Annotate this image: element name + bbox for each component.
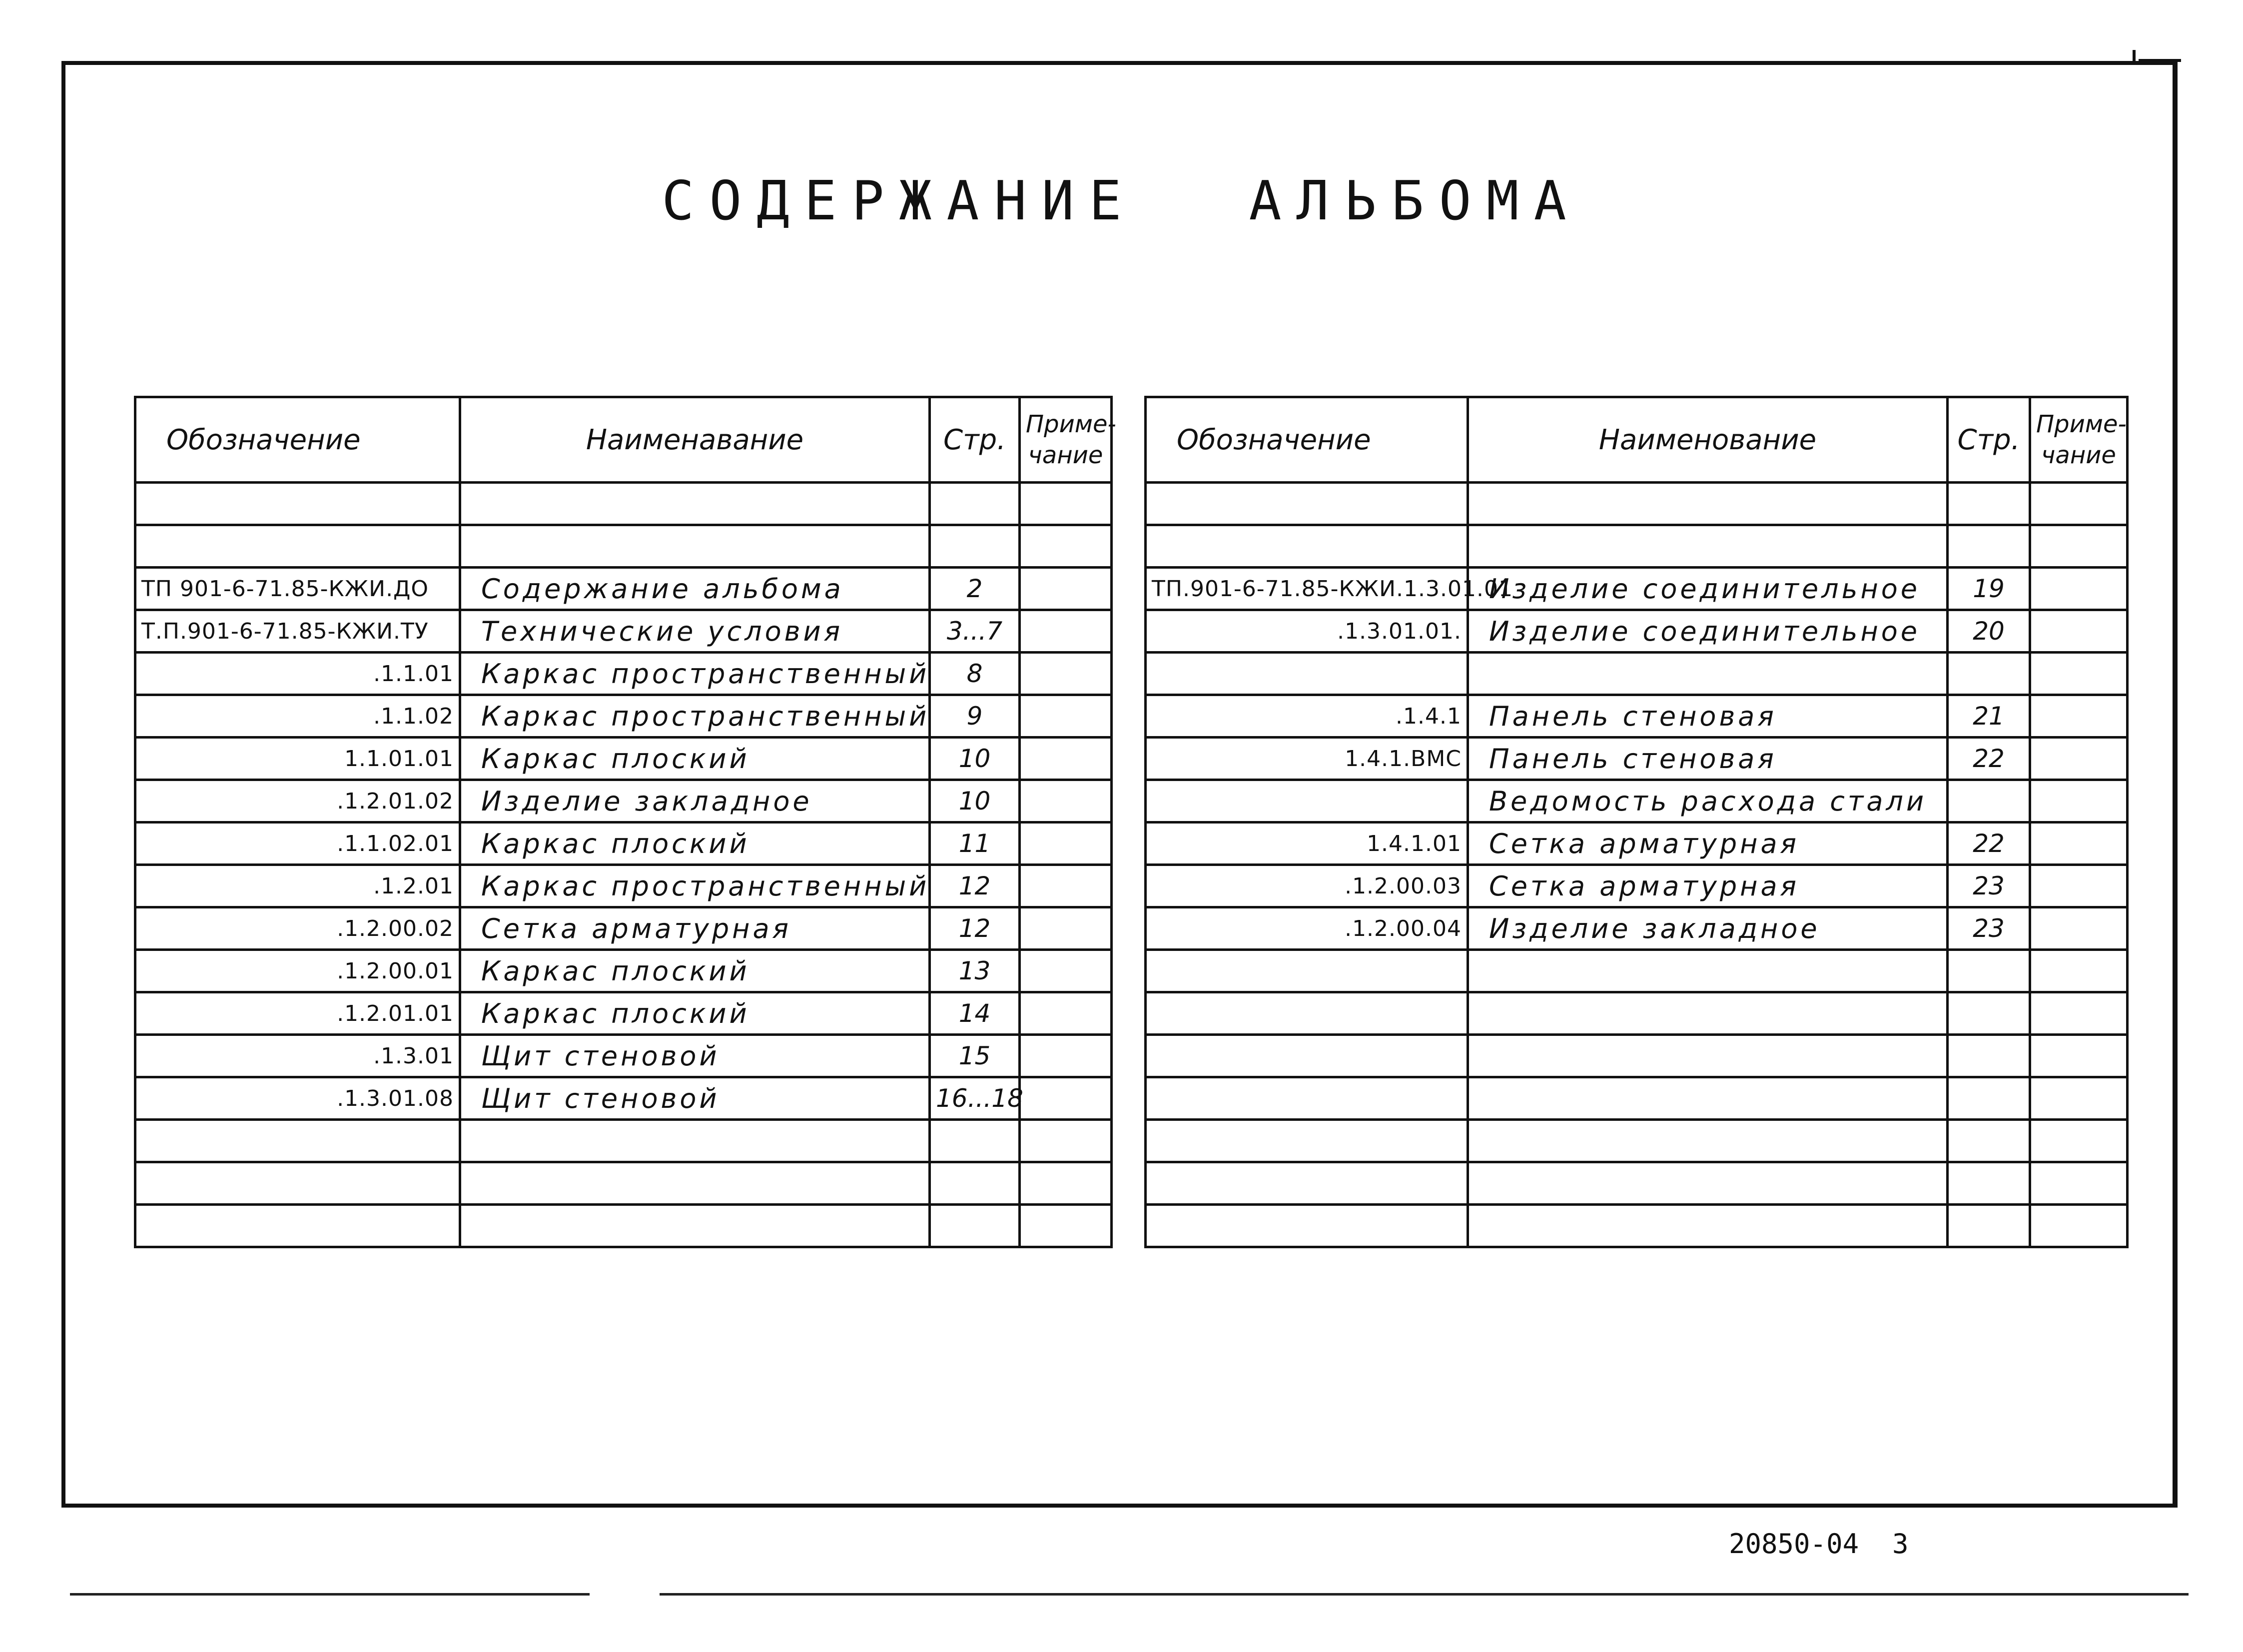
cell-name: Каркас плоский (460, 992, 930, 1035)
cell-note (2030, 738, 2128, 780)
cell-page: 12 (930, 865, 1020, 907)
cell-name: Ведомость расхода стали (1468, 780, 1948, 823)
cell-name: Щит стеновой (460, 1077, 930, 1120)
cell-page: 22 (1948, 738, 2030, 780)
cell-code (1146, 1162, 1468, 1205)
table-row (135, 1035, 1112, 1077)
trim-line (70, 1593, 590, 1596)
cell-note (2030, 653, 2128, 695)
cell-note (2030, 907, 2128, 950)
cell-note (2030, 950, 2128, 992)
cell-code (1146, 653, 1468, 695)
cell-name (1468, 525, 1948, 568)
contents-table-left (134, 396, 1116, 1248)
table-row (1146, 695, 2128, 738)
cell-name: Изделие закладное (1468, 907, 1948, 950)
cell-code: .1.3.01.01. (1146, 610, 1468, 653)
cell-name: Каркас плоский (460, 738, 930, 780)
cell-page: 10 (930, 780, 1020, 823)
cell-note (1020, 823, 1112, 865)
table-row (1146, 780, 2128, 823)
cell-code: .1.1.01 (135, 653, 460, 695)
cell-name: Каркас пространственный (460, 653, 930, 695)
table-row (1146, 1205, 2128, 1247)
cell-page: 20 (1948, 610, 2030, 653)
cell-code (135, 483, 460, 525)
cell-code: .1.2.00.02 (135, 907, 460, 950)
cell-code (135, 525, 460, 568)
table-row (1146, 865, 2128, 907)
table-row (135, 568, 1112, 610)
corner-tick (2133, 50, 2136, 65)
cell-code: .1.2.00.01 (135, 950, 460, 992)
cell-name: Панель стеновая (1468, 695, 1948, 738)
header-page: Стр. (930, 397, 1020, 483)
table-row (1146, 483, 2128, 525)
cell-page (1948, 483, 2030, 525)
cell-name: Изделие соединительное (1468, 568, 1948, 610)
cell-note (2030, 1162, 2128, 1205)
cell-note (2030, 568, 2128, 610)
page-number: 3 (1892, 1528, 1909, 1560)
cell-code: .1.1.02 (135, 695, 460, 738)
cell-note (1020, 1077, 1112, 1120)
table-row (1146, 907, 2128, 950)
table-row (1146, 1077, 2128, 1120)
cell-page: 21 (1948, 695, 2030, 738)
cell-page (1948, 1035, 2030, 1077)
cell-name (1468, 1077, 1948, 1120)
table-row (1146, 610, 2128, 653)
cell-note (1020, 738, 1112, 780)
cell-page: 11 (930, 823, 1020, 865)
cell-code: Т.П.901-6-71.85-КЖИ.ТУ (135, 610, 460, 653)
table-row (135, 1120, 1112, 1162)
table-row (135, 525, 1112, 568)
table-row (1146, 568, 2128, 610)
cell-name: Панель стеновая (1468, 738, 1948, 780)
cell-page: 23 (1948, 907, 2030, 950)
cell-name (1468, 992, 1948, 1035)
cell-name (460, 1162, 930, 1205)
cell-page: 3...7 (930, 610, 1020, 653)
cell-page (1948, 1077, 2030, 1120)
cell-note (2030, 823, 2128, 865)
cell-note (1020, 568, 1112, 610)
cell-code (1146, 780, 1468, 823)
cell-code (1146, 1077, 1468, 1120)
trim-line (660, 1593, 2189, 1596)
corner-mark (2139, 48, 2181, 62)
cell-name: Каркас плоский (460, 950, 930, 992)
table-row (1146, 1120, 2128, 1162)
table-row (135, 992, 1112, 1035)
contents-table-left-body (135, 483, 1112, 1247)
table-row (1146, 1035, 2128, 1077)
cell-page: 13 (930, 950, 1020, 992)
cell-code: .1.3.01.08 (135, 1077, 460, 1120)
table-row (135, 907, 1112, 950)
table-row (135, 695, 1112, 738)
cell-page (1948, 653, 2030, 695)
cell-name (460, 1205, 930, 1247)
cell-code (1146, 1205, 1468, 1247)
cell-code (1146, 525, 1468, 568)
cell-page (930, 525, 1020, 568)
cell-code: .1.2.01 (135, 865, 460, 907)
cell-name (460, 1120, 930, 1162)
cell-note (2030, 483, 2128, 525)
cell-note (2030, 525, 2128, 568)
cell-name: Сетка арматурная (1468, 823, 1948, 865)
table-row (1146, 653, 2128, 695)
cell-page (1948, 525, 2030, 568)
cell-page: 10 (930, 738, 1020, 780)
cell-note (1020, 1120, 1112, 1162)
cell-name (460, 483, 930, 525)
cell-code: .1.2.01.02 (135, 780, 460, 823)
cell-name (1468, 1120, 1948, 1162)
cell-note (1020, 907, 1112, 950)
cell-name: Изделие закладное (460, 780, 930, 823)
cell-code (135, 1162, 460, 1205)
table-row (135, 610, 1112, 653)
cell-page: 2 (930, 568, 1020, 610)
table-row (135, 483, 1112, 525)
cell-code (1146, 950, 1468, 992)
cell-note (2030, 992, 2128, 1035)
cell-note (1020, 1205, 1112, 1247)
cell-name (1468, 1035, 1948, 1077)
cell-name: Изделие соединительное (1468, 610, 1948, 653)
cell-note (1020, 525, 1112, 568)
cell-note (1020, 483, 1112, 525)
cell-name: Каркас пространственный (460, 695, 930, 738)
cell-code: .1.3.01 (135, 1035, 460, 1077)
header-page: Стр. (1948, 397, 2030, 483)
table-row (135, 1162, 1112, 1205)
table-row (135, 950, 1112, 992)
cell-code (1146, 1035, 1468, 1077)
page-title: СОДЕРЖАНИЕ АЛЬБОМА (662, 170, 1581, 232)
table-row (1146, 738, 2128, 780)
cell-page (930, 1205, 1020, 1247)
cell-note (1020, 1035, 1112, 1077)
table-row (135, 738, 1112, 780)
cell-page: 12 (930, 907, 1020, 950)
header-name: Наименавание (460, 397, 930, 483)
table-row (135, 1077, 1112, 1120)
cell-page: 15 (930, 1035, 1020, 1077)
cell-page: 19 (1948, 568, 2030, 610)
cell-page: 16...18 (930, 1077, 1020, 1120)
table-header-row (135, 397, 1112, 483)
cell-note (1020, 780, 1112, 823)
cell-note (1020, 695, 1112, 738)
table-row (1146, 1162, 2128, 1205)
contents-table-right-body (1146, 483, 2128, 1247)
cell-note (1020, 950, 1112, 992)
cell-page (930, 1162, 1020, 1205)
cell-note (2030, 610, 2128, 653)
cell-note (2030, 1077, 2128, 1120)
cell-code: .1.4.1 (1146, 695, 1468, 738)
cell-code (135, 1205, 460, 1247)
cell-name: Каркас плоский (460, 823, 930, 865)
cell-page: 9 (930, 695, 1020, 738)
cell-code (135, 1120, 460, 1162)
cell-name (1468, 1162, 1948, 1205)
cell-name: Технические условия (460, 610, 930, 653)
table-header-row (1146, 397, 2128, 483)
table-row (135, 653, 1112, 695)
cell-note (1020, 653, 1112, 695)
header-code: Обозначение (135, 397, 460, 483)
cell-page: 8 (930, 653, 1020, 695)
cell-name (1468, 1205, 1948, 1247)
cell-code: 1.4.1.ВМС (1146, 738, 1468, 780)
cell-code (1146, 1120, 1468, 1162)
cell-name: Содержание альбома (460, 568, 930, 610)
cell-name: Щит стеновой (460, 1035, 930, 1077)
cell-page: 23 (1948, 865, 2030, 907)
table-row (135, 1205, 1112, 1247)
header-note: Приме-чание (1020, 397, 1112, 483)
cell-name (1468, 653, 1948, 695)
cell-page (930, 1120, 1020, 1162)
table-row (135, 865, 1112, 907)
cell-code (1146, 992, 1468, 1035)
cell-code: .1.2.01.01 (135, 992, 460, 1035)
cell-page (1948, 1120, 2030, 1162)
cell-code (1146, 483, 1468, 525)
cell-code: ТП 901-6-71.85-КЖИ.ДО (135, 568, 460, 610)
table-row (1146, 525, 2128, 568)
cell-page (1948, 950, 2030, 992)
table-row (1146, 992, 2128, 1035)
cell-note (1020, 865, 1112, 907)
cell-code: .1.1.02.01 (135, 823, 460, 865)
table-row (1146, 823, 2128, 865)
cell-name (1468, 950, 1948, 992)
cell-name: Сетка арматурная (1468, 865, 1948, 907)
cell-code: .1.2.00.04 (1146, 907, 1468, 950)
cell-note (2030, 695, 2128, 738)
cell-code: .1.2.00.03 (1146, 865, 1468, 907)
contents-table-right (1144, 396, 2129, 1248)
cell-page (1948, 780, 2030, 823)
cell-page (1948, 1205, 2030, 1247)
table-row (1146, 950, 2128, 992)
cell-page (930, 483, 1020, 525)
header-note: Приме-чание (2030, 397, 2128, 483)
cell-note (2030, 1120, 2128, 1162)
cell-name: Сетка арматурная (460, 907, 930, 950)
cell-page (1948, 1162, 2030, 1205)
cell-note (1020, 1162, 1112, 1205)
table-row (135, 780, 1112, 823)
cell-code: 1.1.01.01 (135, 738, 460, 780)
cell-name (460, 525, 930, 568)
cell-code: ТП.901-6-71.85-КЖИ.1.3.01.01 (1146, 568, 1468, 610)
cell-note (1020, 610, 1112, 653)
cell-note (1020, 992, 1112, 1035)
table-row (135, 823, 1112, 865)
document-number: 20850-04 (1729, 1528, 1859, 1560)
cell-note (2030, 1205, 2128, 1247)
cell-note (2030, 780, 2128, 823)
cell-name: Каркас пространственный (460, 865, 930, 907)
cell-name (1468, 483, 1948, 525)
cell-code: 1.4.1.01 (1146, 823, 1468, 865)
header-code: Обозначение (1146, 397, 1468, 483)
cell-note (2030, 865, 2128, 907)
cell-page: 22 (1948, 823, 2030, 865)
cell-page (1948, 992, 2030, 1035)
header-name: Наименование (1468, 397, 1948, 483)
cell-page: 14 (930, 992, 1020, 1035)
cell-note (2030, 1035, 2128, 1077)
